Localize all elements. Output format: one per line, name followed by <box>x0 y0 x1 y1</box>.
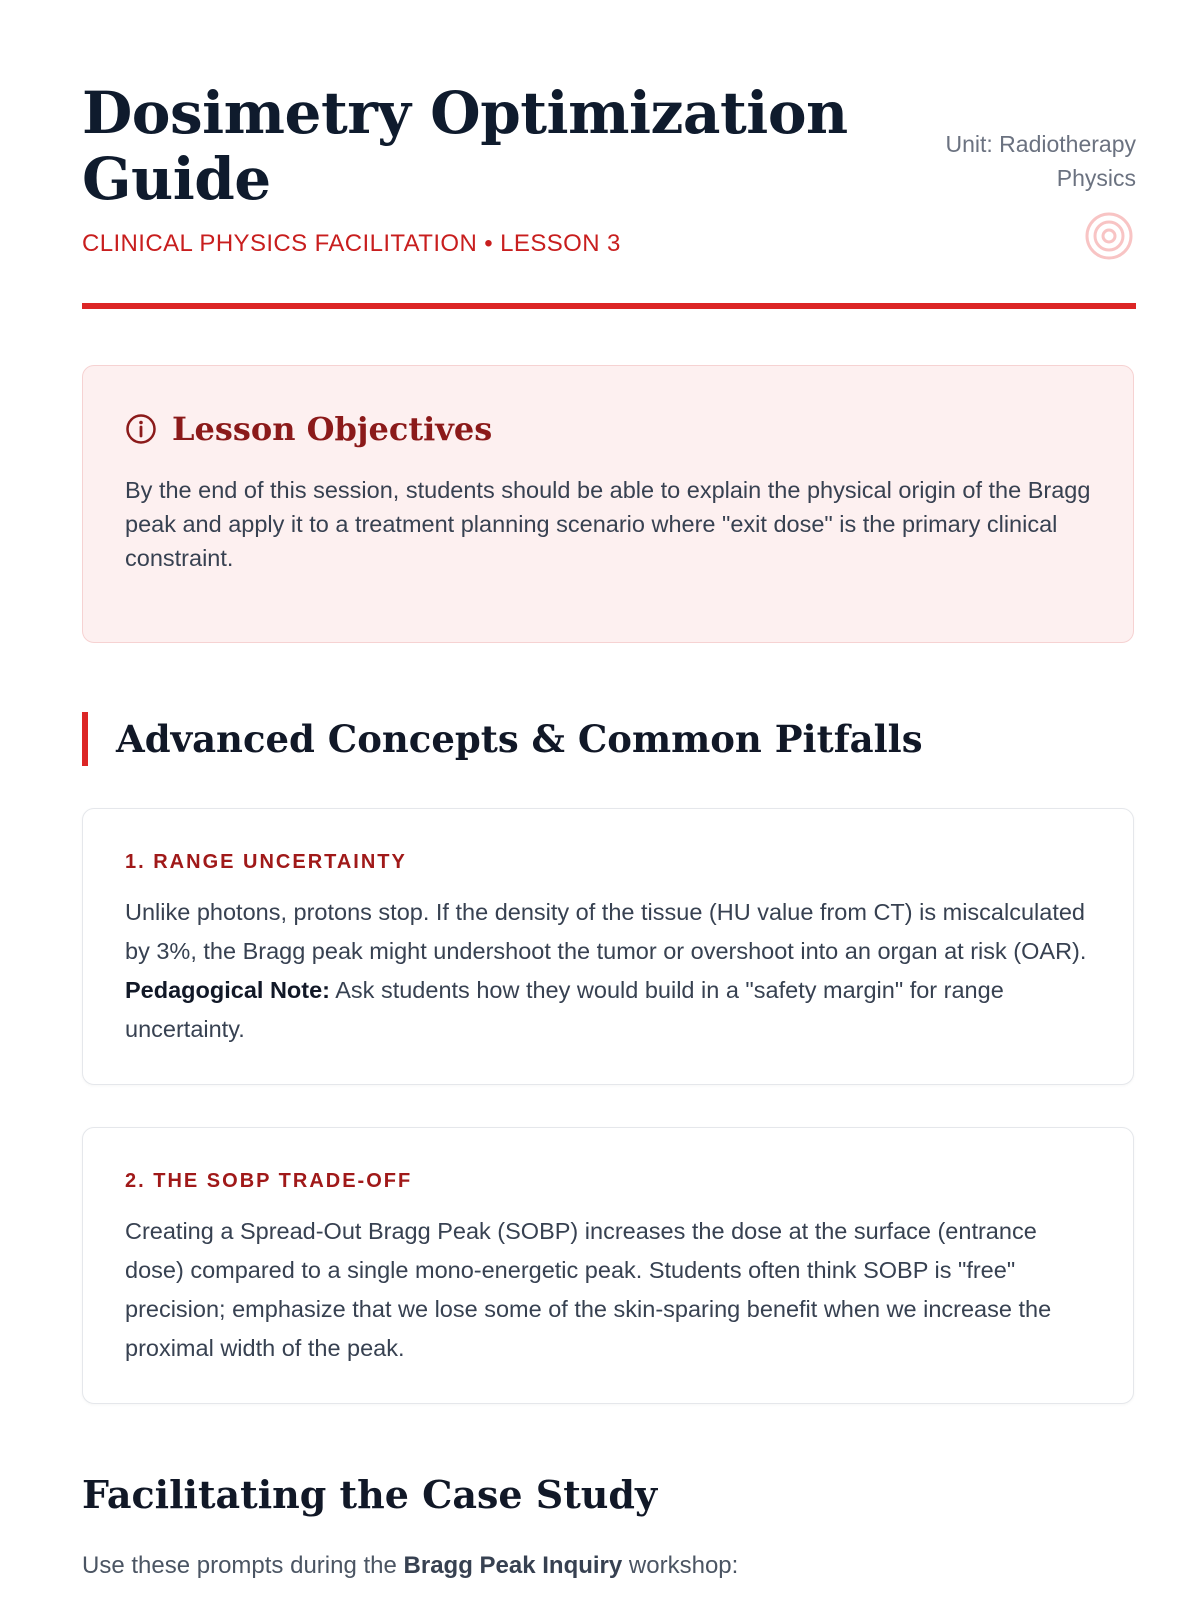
lesson-subtitle: CLINICAL PHYSICS FACILITATION • LESSON 3 <box>82 230 621 257</box>
pitfall-card-text <box>125 893 1100 1049</box>
card-text-segment: Unlike photons, protons stop. If the density of the tissue (HU value from CT) is miscalculated by 3%, the Bragg peak might undershoot the tumor or overshoot into an organ at risk (OAR). <box>125 899 1087 964</box>
pitfall-card-label: 1. RANGE UNCERTAINTY <box>125 851 407 873</box>
objectives-text: By the end of this session, students should be able to explain the physical origin of the Bragg peak and apply it to a treatment planning scenario where "exit dose" is the primary clinical constraint. <box>125 477 1091 571</box>
card-text-segment: Ask students how they would build in a "safety margin" for range uncertainty. <box>125 977 1004 1042</box>
case-study-intro <box>82 1552 738 1580</box>
document-header <box>82 0 1136 310</box>
advanced-section-heading <box>82 712 923 766</box>
document-page <box>82 0 1136 1579</box>
unit-label: Unit: Radiotherapy Physics <box>945 131 1136 191</box>
page-title: Dosimetry Optimization Guide <box>82 79 848 213</box>
pitfall-card-sobp-tradeoff <box>82 1127 1134 1404</box>
pitfall-card-range-uncertainty <box>82 808 1134 1085</box>
case-study-title: Facilitating the Case Study <box>82 1472 658 1517</box>
objectives-box <box>82 365 1134 643</box>
intro-text-segment: Use these prompts during the <box>82 1552 404 1579</box>
objectives-title: Lesson Objectives <box>172 410 493 448</box>
info-icon <box>125 413 157 445</box>
pedagogical-note-label: Pedagogical Note: <box>125 977 331 1003</box>
section-accent-bar <box>82 712 88 766</box>
intro-text-segment: workshop: <box>622 1552 739 1579</box>
header-divider <box>82 303 1136 309</box>
target-icon <box>1084 211 1134 261</box>
pitfall-card-label: 2. THE SOBP TRADE-OFF <box>125 1170 413 1192</box>
workshop-name: Bragg Peak Inquiry <box>403 1552 623 1579</box>
objectives-heading <box>125 410 492 448</box>
advanced-section-title: Advanced Concepts & Common Pitfalls <box>116 717 923 761</box>
pitfall-card-text: Creating a Spread-Out Bragg Peak (SOBP) increases the dose at the surface (entrance dose) compared to a single mono-energetic peak. Students often think SOBP is "free" precision; emphasize that we lose some of the skin-sparing benefit when we increase the proximal width of the peak. <box>125 1218 1052 1361</box>
